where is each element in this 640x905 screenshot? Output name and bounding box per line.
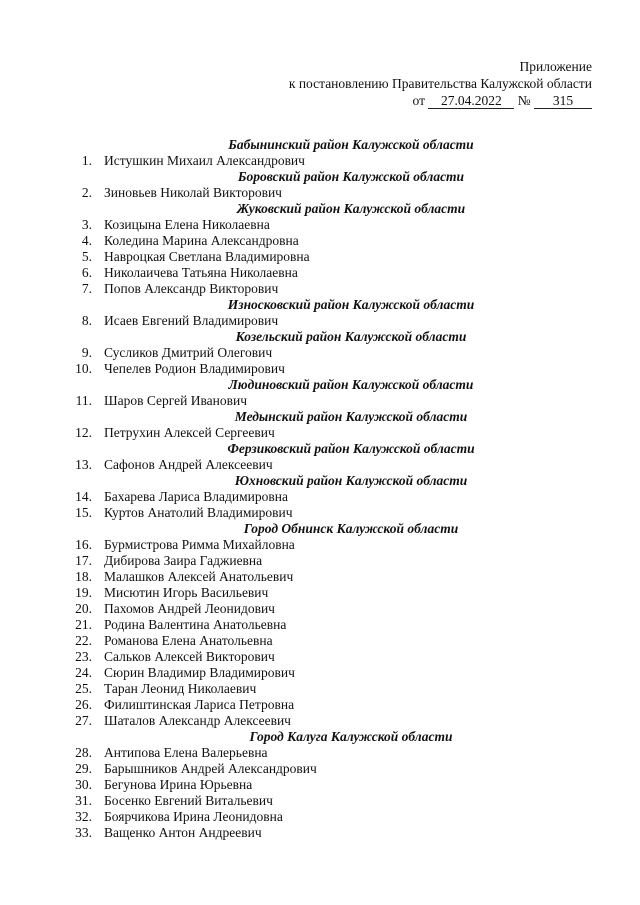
list-item bbox=[68, 489, 568, 505]
list-item bbox=[68, 185, 568, 201]
list-item bbox=[68, 697, 568, 713]
list-item bbox=[68, 281, 568, 297]
date-number-line bbox=[289, 92, 592, 109]
item-number: 3. bbox=[81, 217, 92, 232]
district-heading: Город Обнинск Калужской области bbox=[243, 521, 459, 536]
person-name: Попов Александр Викторович bbox=[104, 281, 279, 296]
item-number: 27. bbox=[75, 713, 92, 728]
list-item bbox=[68, 217, 568, 233]
item-number: 11. bbox=[75, 393, 92, 408]
person-name: Барышников Андрей Александрович bbox=[104, 761, 317, 776]
list-item bbox=[68, 569, 568, 585]
document-header bbox=[289, 58, 592, 109]
item-number: 10. bbox=[75, 361, 92, 376]
district-heading: Боровский район Калужской области bbox=[237, 169, 465, 184]
person-name: Боярчикова Ирина Леонидовна bbox=[104, 809, 283, 824]
list-item bbox=[68, 345, 568, 361]
resolution-date: 27.04.2022 bbox=[428, 93, 514, 109]
resolution-number: 315 bbox=[534, 93, 592, 109]
item-number: 13. bbox=[75, 457, 92, 472]
list-item bbox=[68, 745, 568, 761]
person-name: Босенко Евгений Витальевич bbox=[104, 793, 273, 808]
district-heading: Износковский район Калужской области bbox=[227, 297, 475, 312]
person-name: Бегунова Ирина Юрьевна bbox=[104, 777, 253, 792]
district-heading: Людиновский район Калужской области bbox=[228, 377, 474, 392]
item-number: 22. bbox=[75, 633, 92, 648]
item-number: 28. bbox=[75, 745, 92, 760]
list-item bbox=[68, 313, 568, 329]
item-number: 5. bbox=[81, 249, 92, 264]
person-name: Навроцкая Светлана Владимировна bbox=[104, 249, 310, 264]
item-number: 33. bbox=[75, 825, 92, 840]
item-number: 14. bbox=[75, 489, 92, 504]
item-number: 26. bbox=[75, 697, 92, 712]
list-item bbox=[68, 649, 568, 665]
district-heading: Медынский район Калужской области bbox=[234, 409, 468, 424]
list-item bbox=[68, 153, 568, 169]
district-heading: Козельский район Калужской области bbox=[235, 329, 467, 344]
person-name: Сальков Алексей Викторович bbox=[104, 649, 275, 664]
item-number: 29. bbox=[75, 761, 92, 776]
people-list bbox=[68, 137, 568, 841]
item-number: 9. bbox=[81, 345, 92, 360]
item-number: 17. bbox=[75, 553, 92, 568]
person-name: Бахарева Лариса Владимировна bbox=[104, 489, 288, 504]
number-label: № bbox=[517, 93, 531, 108]
person-name: Николаичева Татьяна Николаевна bbox=[104, 265, 298, 280]
list-item bbox=[68, 601, 568, 617]
list-item bbox=[68, 425, 568, 441]
item-number: 15. bbox=[75, 505, 92, 520]
person-name: Сафонов Андрей Алексеевич bbox=[104, 457, 273, 472]
item-number: 25. bbox=[75, 681, 92, 696]
person-name: Сюрин Владимир Владимирович bbox=[104, 665, 295, 680]
item-number: 24. bbox=[75, 665, 92, 680]
district-heading: Жуковский район Калужской области bbox=[236, 201, 466, 216]
list-item bbox=[68, 665, 568, 681]
person-name: Малашков Алексей Анатольевич bbox=[104, 569, 294, 584]
list-item bbox=[68, 761, 568, 777]
person-name: Таран Леонид Николаевич bbox=[104, 681, 257, 696]
person-name: Родина Валентина Анатольевна bbox=[104, 617, 287, 632]
item-number: 30. bbox=[75, 777, 92, 792]
list-item bbox=[68, 617, 568, 633]
item-number: 2. bbox=[81, 185, 92, 200]
person-name: Мисютин Игорь Васильевич bbox=[104, 585, 269, 600]
person-name: Романова Елена Анатольевна bbox=[104, 633, 273, 648]
district-heading: Город Калуга Калужской области bbox=[249, 729, 453, 744]
item-number: 21. bbox=[75, 617, 92, 632]
list-item bbox=[68, 825, 568, 841]
item-number: 6. bbox=[81, 265, 92, 280]
list-item bbox=[68, 585, 568, 601]
item-number: 16. bbox=[75, 537, 92, 552]
list-item bbox=[68, 713, 568, 729]
person-name: Антипова Елена Валерьевна bbox=[104, 745, 268, 760]
district-heading: Юхновский район Калужской области bbox=[234, 473, 468, 488]
resolution-reference: к постановлению Правительства Калужской области bbox=[288, 76, 592, 91]
person-name: Бурмистрова Римма Михайловна bbox=[104, 537, 295, 552]
person-name: Исаев Евгений Владимирович bbox=[104, 313, 279, 328]
item-number: 1. bbox=[81, 153, 92, 168]
person-name: Козицына Елена Николаевна bbox=[104, 217, 270, 232]
person-name: Пахомов Андрей Леонидович bbox=[104, 601, 275, 616]
list-item bbox=[68, 681, 568, 697]
person-name: Ващенко Антон Андреевич bbox=[104, 825, 262, 840]
appendix-label: Приложение bbox=[519, 59, 592, 74]
person-name: Шаталов Александр Алексеевич bbox=[104, 713, 291, 728]
person-name: Чепелев Родион Владимирович bbox=[104, 361, 285, 376]
item-number: 18. bbox=[75, 569, 92, 584]
list-item bbox=[68, 505, 568, 521]
person-name: Сусликов Дмитрий Олегович bbox=[104, 345, 273, 360]
person-name: Коледина Марина Александровна bbox=[104, 233, 299, 248]
item-number: 31. bbox=[75, 793, 92, 808]
list-item bbox=[68, 537, 568, 553]
list-item bbox=[68, 265, 568, 281]
list-item bbox=[68, 793, 568, 809]
item-number: 12. bbox=[75, 425, 92, 440]
person-name: Куртов Анатолий Владимирович bbox=[104, 505, 293, 520]
district-heading: Ферзиковский район Калужской области bbox=[227, 441, 475, 456]
list-item bbox=[68, 809, 568, 825]
list-item bbox=[68, 553, 568, 569]
item-number: 32. bbox=[75, 809, 92, 824]
list-item bbox=[68, 249, 568, 265]
list-item bbox=[68, 393, 568, 409]
item-number: 7. bbox=[81, 281, 92, 296]
list-item bbox=[68, 233, 568, 249]
person-name: Зиновьев Николай Викторович bbox=[104, 185, 282, 200]
district-heading: Бабынинский район Калужской области bbox=[228, 137, 474, 152]
list-item bbox=[68, 777, 568, 793]
person-name: Истушкин Михаил Александрович bbox=[104, 153, 305, 168]
person-name: Петрухин Алексей Сергеевич bbox=[104, 425, 275, 440]
list-item bbox=[68, 361, 568, 377]
item-number: 23. bbox=[75, 649, 92, 664]
person-name: Шаров Сергей Иванович bbox=[104, 393, 248, 408]
person-name: Филиштинская Лариса Петровна bbox=[104, 697, 295, 712]
list-item bbox=[68, 457, 568, 473]
list-item bbox=[68, 633, 568, 649]
from-label: от bbox=[412, 93, 425, 108]
item-number: 4. bbox=[81, 233, 92, 248]
item-number: 8. bbox=[81, 313, 92, 328]
person-name: Дибирова Заира Гаджиевна bbox=[104, 553, 263, 568]
item-number: 20. bbox=[75, 601, 92, 616]
item-number: 19. bbox=[75, 585, 92, 600]
